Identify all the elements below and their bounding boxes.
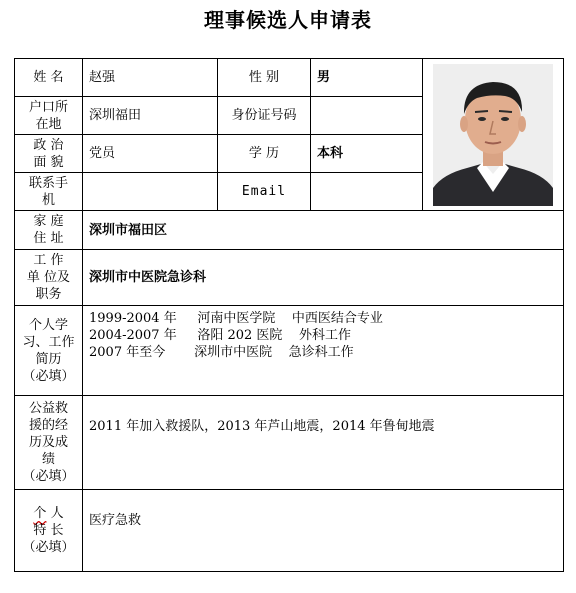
form-title: 理事候选人申请表 (204, 8, 372, 32)
label-email: Email (218, 173, 311, 211)
value-politics[interactable]: 党员 (83, 135, 218, 173)
label-name: 姓 名 (15, 59, 83, 97)
photo-cell (423, 59, 564, 211)
value-id-number[interactable] (311, 97, 423, 135)
label-work: 工 作 单 位及 职务 (15, 250, 83, 306)
value-skill[interactable]: 医疗急救 (83, 490, 564, 572)
value-education[interactable]: 本科 (311, 135, 423, 173)
row-name-gender (15, 59, 564, 97)
row-resume (15, 306, 564, 396)
value-work[interactable]: 深圳市中医院急诊科 (83, 250, 564, 306)
label-id-number: 身份证号码 (218, 97, 311, 135)
label-skill: 个 人 特 长 （必填） (15, 490, 83, 572)
value-address[interactable]: 深圳市福田区 (83, 211, 564, 250)
resume-line: 2007 年至今 深圳市中医院 急诊科工作 (89, 345, 354, 360)
label-politics: 政 治 面 貌 (15, 135, 83, 173)
label-charity: 公益救 援的经 历及成 绩 （必填） (15, 396, 83, 490)
value-email[interactable] (311, 173, 423, 211)
label-phone: 联系手 机 (15, 173, 83, 211)
label-address: 家 庭 住 址 (15, 211, 83, 250)
value-phone[interactable] (83, 173, 218, 211)
resume-line: 2004-2007 年 洛阳 202 医院 外科工作 (89, 328, 351, 343)
label-education: 学 历 (218, 135, 311, 173)
label-gender: 性 别 (218, 59, 311, 97)
row-address (15, 211, 564, 250)
skill-label-spellcheck: 个 (33, 506, 47, 521)
value-resume[interactable] (83, 306, 564, 396)
value-name[interactable]: 赵强 (83, 59, 218, 97)
applicant-photo (433, 64, 553, 206)
resume-line: 1999-2004 年 河南中医学院 中西医结合专业 (89, 311, 383, 326)
value-gender[interactable]: 男 (311, 59, 423, 97)
value-charity[interactable]: 2011 年加入救援队，2013 年芦山地震，2014 年鲁甸地震 (83, 396, 564, 490)
row-work (15, 250, 564, 306)
row-skill (15, 490, 564, 572)
value-hukou[interactable]: 深圳福田 (83, 97, 218, 135)
application-form-table (14, 58, 564, 572)
label-hukou: 户口所 在地 (15, 97, 83, 135)
row-charity (15, 396, 564, 490)
label-resume: 个人学 习、工作 简历 （必填） (15, 306, 83, 396)
